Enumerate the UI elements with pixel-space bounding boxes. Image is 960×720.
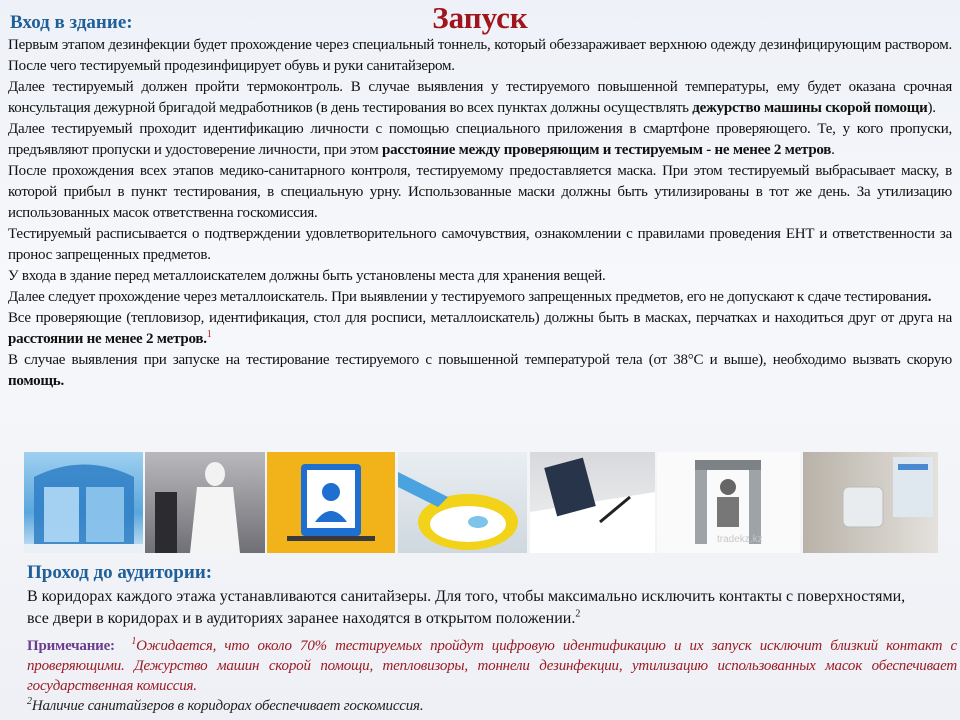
text-segment: Далее следует прохождение через металлоискатель. При выявлении у тестируемого запрещенных предметов, его не допускают к сдаче тестирования — [8, 289, 928, 305]
text-segment: Далее тестируемый должен пройти термоконтроль. В случае выявления у тестируемого повышенной температуры, ему будет оказана срочная консультация дежурной бригадой медработников (в день тестирования во всех пунктах должны осуществлять — [8, 79, 952, 116]
text-segment: Тестируемый расписывается о подтверждении удовлетворительного самочувствия, ознакомлении с правилами проведения ЕНТ и ответственности за пронос запрещенных предметов. — [8, 226, 952, 263]
paragraph — [8, 77, 952, 119]
paragraph — [8, 266, 952, 287]
text-segment: Далее тестируемый проходит идентификацию личности с помощью специального приложения в смартфоне проверяющего. Те, у кого пропуски, предъявляют пропуски и удостоверение личности, при этом — [8, 121, 952, 158]
corridor-paragraph: В коридорах каждого этажа устанавливаются санитайзеры. Для того, чтобы максимально исключить контакты с поверхностями, все двери в коридорах и в аудиториях заранее находятся в открытом положении. — [27, 588, 906, 627]
paragraph — [8, 119, 952, 161]
section-heading-corridor: Проход до аудитории: — [27, 562, 213, 583]
note-text-1: Ожидается, что около 70% тестируемых пройдут цифровую идентификацию и их запуск исключит близкий контакт с проверяющими. Дежурство машин скорой помощи, тепловизоры, тоннели дезинфекции, утилизацию использованных масок обеспечивает государственная комиссия. — [27, 638, 957, 694]
section-heading-entrance: Вход в здание: — [10, 12, 133, 33]
text-segment: . — [831, 142, 835, 158]
signing-form-photo — [530, 452, 655, 553]
slide-title: Запуск — [432, 0, 528, 35]
image-strip — [24, 452, 938, 553]
paragraph — [8, 308, 952, 350]
paragraph — [8, 350, 952, 392]
bold-text: помощь. — [8, 373, 64, 389]
watermark: tradekz.kz — [717, 534, 763, 545]
text-segment: Все проверяющие (тепловизор, идентификация, стол для росписи, металлоискатель) должны быть в масках, перчатках и находиться друг от друга на — [8, 310, 952, 326]
metal-detector-photo — [657, 452, 800, 553]
bold-text: расстоянии не менее 2 метров. — [8, 331, 207, 347]
identification-app-icon — [267, 452, 395, 553]
footnote-ref: 1 — [206, 329, 212, 340]
paragraph — [8, 35, 952, 77]
text-segment: Первым этапом дезинфекции будет прохождение через специальный тоннель, который обеззараживает верхнюю одежду дезинфицирующим раствором. После чего тестируемый продезинфицирует обувь и руки санитайзером. — [8, 37, 952, 74]
note-text-2: Наличие санитайзеров в коридорах обеспечивает госкомиссия. — [31, 698, 424, 714]
sanitizer-dispenser-photo — [803, 452, 938, 553]
text-segment: В случае выявления при запуске на тестирование тестируемого с повышенной температурой тела (от 38°С и выше), необходимо вызвать скорую — [8, 352, 952, 368]
paragraph — [8, 287, 952, 308]
paragraph — [8, 161, 952, 224]
footnote-ref-2: 2 — [575, 608, 581, 620]
note-sup-2: 2 — [27, 696, 32, 707]
note-block — [27, 636, 957, 716]
paragraph — [8, 224, 952, 266]
disinfection-tunnel-photo — [24, 452, 143, 553]
note-label: Примечание: — [27, 638, 115, 654]
text-segment: У входа в здание перед металлоискателем должны быть установлены места для хранения вещей. — [8, 268, 606, 284]
corridor-text — [27, 586, 927, 630]
mask-disposal-photo — [398, 452, 527, 553]
note-sup-1: 1 — [131, 636, 137, 647]
bold-text: дежурство машины скорой помощи — [692, 100, 928, 116]
entrance-text — [8, 35, 952, 392]
text-segment: ). — [927, 100, 936, 116]
protective-suit-photo — [145, 452, 265, 553]
text-segment: После прохождения всех этапов медико-санитарного контроля, тестируемому предоставляется маска. При этом тестируемый выбрасывает маску, в которой прибыл в пункт тестирования, в специальную урну. Использованные маски должны быть утилизированы в тот же день. За утилизацию использованных масок ответственна госкомиссия. — [8, 163, 952, 221]
bold-text: расстояние между проверяющим и тестируемым - не менее 2 метров — [382, 142, 832, 158]
bold-text: . — [927, 289, 932, 305]
